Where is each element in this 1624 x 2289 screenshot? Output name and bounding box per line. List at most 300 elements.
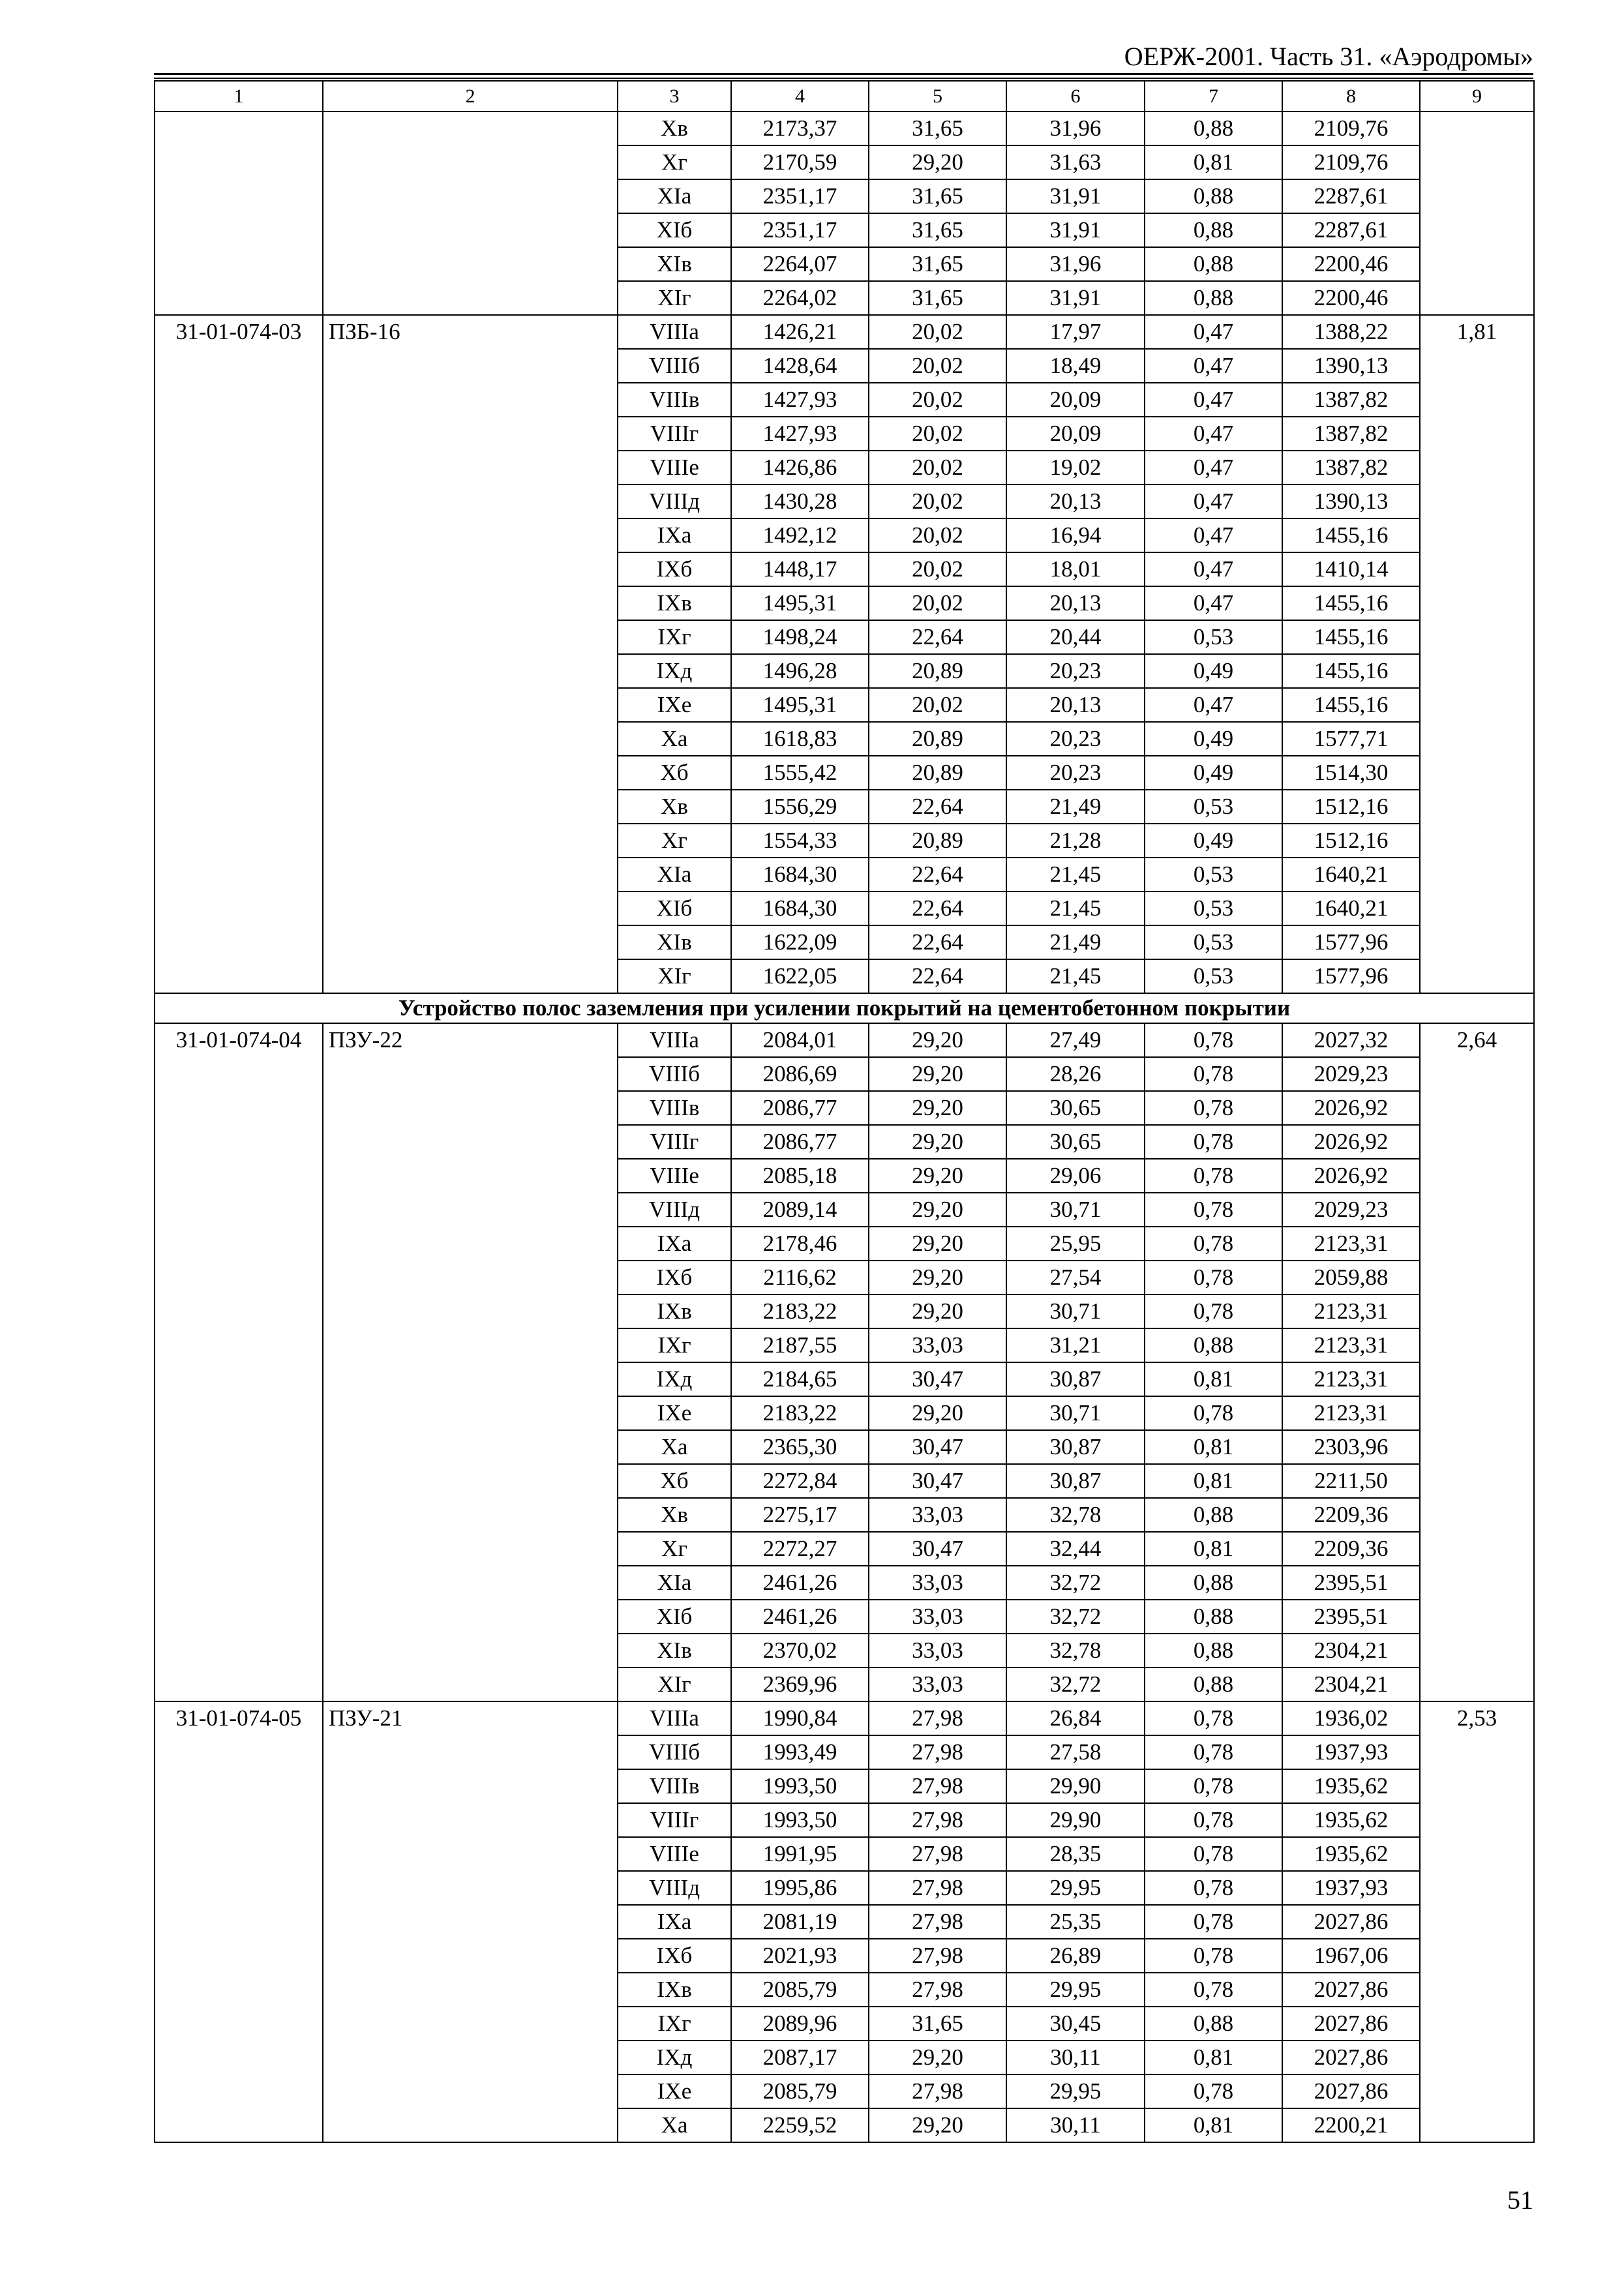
materials-cell: 2026,92 [1282, 1159, 1420, 1193]
machinist-wage-cell: 0,78 [1145, 1905, 1282, 1939]
wage-cell: 31,65 [869, 247, 1006, 281]
total-cost-cell: 2264,02 [731, 281, 869, 315]
region-cell: VIIIг [618, 1125, 731, 1159]
wage-cell: 29,20 [869, 1057, 1006, 1091]
machinist-wage-cell: 0,47 [1145, 383, 1282, 417]
region-cell: XIв [618, 247, 731, 281]
machine-cost-cell: 30,87 [1006, 1362, 1145, 1396]
machinist-wage-cell: 0,53 [1145, 891, 1282, 925]
materials-cell: 2304,21 [1282, 1634, 1420, 1668]
machinist-wage-cell: 0,88 [1145, 1668, 1282, 1701]
wage-cell: 22,64 [869, 858, 1006, 891]
total-cost-cell: 1622,05 [731, 959, 869, 993]
region-cell: Хв [618, 1498, 731, 1532]
column-number-cell: 8 [1282, 81, 1420, 112]
machinist-wage-cell: 0,47 [1145, 451, 1282, 485]
table-row [155, 112, 1534, 145]
machine-cost-cell: 20,13 [1006, 485, 1145, 518]
machinist-wage-cell: 0,47 [1145, 518, 1282, 552]
machinist-wage-cell: 0,78 [1145, 1735, 1282, 1769]
total-cost-cell: 2021,93 [731, 1939, 869, 1973]
materials-cell: 1387,82 [1282, 451, 1420, 485]
machinist-wage-cell: 0,81 [1145, 145, 1282, 179]
running-header: ОЕРЖ-2001. Часть 31. «Аэродромы» [1124, 42, 1533, 71]
materials-cell: 2123,31 [1282, 1294, 1420, 1328]
total-cost-cell: 1990,84 [731, 1701, 869, 1735]
region-cell: VIIIв [618, 1769, 731, 1803]
machine-cost-cell: 29,95 [1006, 1871, 1145, 1905]
region-cell: IXб [618, 1939, 731, 1973]
total-cost-cell: 2084,01 [731, 1023, 869, 1057]
materials-cell: 2209,36 [1282, 1532, 1420, 1566]
region-cell: IXд [618, 1362, 731, 1396]
materials-cell: 1455,16 [1282, 586, 1420, 620]
machine-cost-cell: 30,71 [1006, 1294, 1145, 1328]
total-cost-cell: 2089,14 [731, 1193, 869, 1227]
materials-cell: 1935,62 [1282, 1837, 1420, 1871]
wage-cell: 30,47 [869, 1464, 1006, 1498]
machine-cost-cell: 30,71 [1006, 1396, 1145, 1430]
wage-cell: 27,98 [869, 1837, 1006, 1871]
total-cost-cell: 1430,28 [731, 485, 869, 518]
col9-value: 2,64 [1420, 1023, 1534, 1701]
materials-cell: 2027,86 [1282, 1905, 1420, 1939]
materials-cell: 1512,16 [1282, 824, 1420, 858]
region-cell: Хв [618, 112, 731, 145]
region-cell: Хг [618, 145, 731, 179]
materials-cell: 1514,30 [1282, 756, 1420, 790]
region-cell: Хб [618, 1464, 731, 1498]
total-cost-cell: 2183,22 [731, 1396, 869, 1430]
total-cost-cell: 1448,17 [731, 552, 869, 586]
machinist-wage-cell: 0,49 [1145, 654, 1282, 688]
machinist-wage-cell: 0,78 [1145, 1939, 1282, 1973]
total-cost-cell: 1991,95 [731, 1837, 869, 1871]
wage-cell: 20,02 [869, 383, 1006, 417]
region-cell: IXб [618, 1261, 731, 1294]
machinist-wage-cell: 0,53 [1145, 620, 1282, 654]
machinist-wage-cell: 0,78 [1145, 1837, 1282, 1871]
region-cell: VIIIб [618, 349, 731, 383]
wage-cell: 33,03 [869, 1668, 1006, 1701]
materials-cell: 2027,86 [1282, 2041, 1420, 2074]
total-cost-cell: 2351,17 [731, 213, 869, 247]
total-cost-cell: 2184,65 [731, 1362, 869, 1396]
wage-cell: 29,20 [869, 1091, 1006, 1125]
wage-cell: 22,64 [869, 891, 1006, 925]
header-rule [154, 78, 1533, 79]
machine-cost-cell: 20,23 [1006, 722, 1145, 756]
wage-cell: 22,64 [869, 959, 1006, 993]
wage-cell: 30,47 [869, 1430, 1006, 1464]
materials-cell: 2211,50 [1282, 1464, 1420, 1498]
rate-code: 31-01-074-05 [155, 1701, 323, 2142]
machine-cost-cell: 26,89 [1006, 1939, 1145, 1973]
region-cell: VIIIв [618, 383, 731, 417]
region-cell: IXа [618, 1905, 731, 1939]
materials-cell: 1935,62 [1282, 1769, 1420, 1803]
materials-cell: 1455,16 [1282, 688, 1420, 722]
wage-cell: 29,20 [869, 145, 1006, 179]
machinist-wage-cell: 0,47 [1145, 688, 1282, 722]
rates-table [154, 80, 1535, 2143]
materials-cell: 1387,82 [1282, 417, 1420, 451]
wage-cell: 29,20 [869, 2041, 1006, 2074]
wage-cell: 27,98 [869, 1973, 1006, 2007]
column-number-cell: 1 [155, 81, 323, 112]
machinist-wage-cell: 0,53 [1145, 790, 1282, 824]
rate-name: ПЗУ-21 [323, 1701, 618, 2142]
machine-cost-cell: 20,13 [1006, 586, 1145, 620]
region-cell: IXг [618, 1328, 731, 1362]
region-cell: IXв [618, 1294, 731, 1328]
machinist-wage-cell: 0,78 [1145, 1701, 1282, 1735]
region-cell: VIIIб [618, 1057, 731, 1091]
machinist-wage-cell: 0,78 [1145, 1057, 1282, 1091]
region-cell: IXе [618, 1396, 731, 1430]
wage-cell: 33,03 [869, 1600, 1006, 1634]
machine-cost-cell: 31,21 [1006, 1328, 1145, 1362]
column-number-cell: 9 [1420, 81, 1534, 112]
machine-cost-cell: 30,65 [1006, 1091, 1145, 1125]
region-cell: XIв [618, 1634, 731, 1668]
region-cell: Хг [618, 824, 731, 858]
total-cost-cell: 1684,30 [731, 891, 869, 925]
wage-cell: 20,02 [869, 417, 1006, 451]
materials-cell: 2109,76 [1282, 145, 1420, 179]
wage-cell: 29,20 [869, 1294, 1006, 1328]
wage-cell: 29,20 [869, 2108, 1006, 2142]
machine-cost-cell: 17,97 [1006, 315, 1145, 349]
wage-cell: 20,02 [869, 518, 1006, 552]
machine-cost-cell: 29,06 [1006, 1159, 1145, 1193]
region-cell: Ха [618, 2108, 731, 2142]
machinist-wage-cell: 0,88 [1145, 1328, 1282, 1362]
machine-cost-cell: 19,02 [1006, 451, 1145, 485]
total-cost-cell: 2351,17 [731, 179, 869, 213]
wage-cell: 27,98 [869, 1735, 1006, 1769]
wage-cell: 30,47 [869, 1532, 1006, 1566]
region-cell: VIIIе [618, 1159, 731, 1193]
machine-cost-cell: 21,49 [1006, 790, 1145, 824]
wage-cell: 20,89 [869, 756, 1006, 790]
total-cost-cell: 1618,83 [731, 722, 869, 756]
total-cost-cell: 2275,17 [731, 1498, 869, 1532]
machinist-wage-cell: 0,88 [1145, 1634, 1282, 1668]
region-cell: VIIIд [618, 485, 731, 518]
machinist-wage-cell: 0,88 [1145, 1600, 1282, 1634]
description-cell [323, 112, 618, 315]
wage-cell: 20,89 [869, 722, 1006, 756]
machinist-wage-cell: 0,78 [1145, 2074, 1282, 2108]
machinist-wage-cell: 0,78 [1145, 1261, 1282, 1294]
total-cost-cell: 2086,77 [731, 1125, 869, 1159]
machinist-wage-cell: 0,81 [1145, 2108, 1282, 2142]
region-cell: XIб [618, 1600, 731, 1634]
materials-cell: 2209,36 [1282, 1498, 1420, 1532]
machine-cost-cell: 31,91 [1006, 281, 1145, 315]
region-cell: XIа [618, 1566, 731, 1600]
machine-cost-cell: 32,78 [1006, 1498, 1145, 1532]
materials-cell: 1455,16 [1282, 518, 1420, 552]
total-cost-cell: 1555,42 [731, 756, 869, 790]
total-cost-cell: 2272,84 [731, 1464, 869, 1498]
machine-cost-cell: 26,84 [1006, 1701, 1145, 1735]
materials-cell: 2027,86 [1282, 1973, 1420, 2007]
machine-cost-cell: 21,45 [1006, 959, 1145, 993]
materials-cell: 1410,14 [1282, 552, 1420, 586]
total-cost-cell: 1492,12 [731, 518, 869, 552]
section-heading: Устройство полос заземления при усилении покрытий на цементобетонном покрытии [155, 993, 1534, 1023]
materials-cell: 2026,92 [1282, 1091, 1420, 1125]
machine-cost-cell: 21,45 [1006, 858, 1145, 891]
machinist-wage-cell: 0,78 [1145, 1227, 1282, 1261]
region-cell: VIIIв [618, 1091, 731, 1125]
total-cost-cell: 2087,17 [731, 2041, 869, 2074]
wage-cell: 29,20 [869, 1159, 1006, 1193]
total-cost-cell: 1995,86 [731, 1871, 869, 1905]
machine-cost-cell: 31,63 [1006, 145, 1145, 179]
machine-cost-cell: 20,09 [1006, 383, 1145, 417]
section-heading-row [155, 993, 1534, 1023]
total-cost-cell: 2264,07 [731, 247, 869, 281]
machinist-wage-cell: 0,88 [1145, 1566, 1282, 1600]
region-cell: VIIIа [618, 1023, 731, 1057]
machinist-wage-cell: 0,78 [1145, 1871, 1282, 1905]
region-cell: VIIIг [618, 1803, 731, 1837]
machine-cost-cell: 18,01 [1006, 552, 1145, 586]
region-cell: XIв [618, 925, 731, 959]
total-cost-cell: 2369,96 [731, 1668, 869, 1701]
materials-cell: 2026,92 [1282, 1125, 1420, 1159]
total-cost-cell: 2461,26 [731, 1566, 869, 1600]
machine-cost-cell: 30,87 [1006, 1464, 1145, 1498]
column-number-cell: 2 [323, 81, 618, 112]
materials-cell: 2304,21 [1282, 1668, 1420, 1701]
machine-cost-cell: 29,90 [1006, 1803, 1145, 1837]
col9-cell [1420, 112, 1534, 315]
machine-cost-cell: 20,23 [1006, 654, 1145, 688]
machinist-wage-cell: 0,88 [1145, 1498, 1282, 1532]
machinist-wage-cell: 0,78 [1145, 1193, 1282, 1227]
machine-cost-cell: 20,09 [1006, 417, 1145, 451]
wage-cell: 33,03 [869, 1498, 1006, 1532]
wage-cell: 30,47 [869, 1362, 1006, 1396]
materials-cell: 1967,06 [1282, 1939, 1420, 1973]
wage-cell: 29,20 [869, 1125, 1006, 1159]
wage-cell: 20,02 [869, 485, 1006, 518]
machinist-wage-cell: 0,78 [1145, 1125, 1282, 1159]
materials-cell: 2027,32 [1282, 1023, 1420, 1057]
rate-name: ПЗБ-16 [323, 315, 618, 993]
total-cost-cell: 2089,96 [731, 2007, 869, 2041]
machinist-wage-cell: 0,81 [1145, 1464, 1282, 1498]
total-cost-cell: 2259,52 [731, 2108, 869, 2142]
region-cell: VIIIб [618, 1735, 731, 1769]
materials-cell: 1936,02 [1282, 1701, 1420, 1735]
materials-cell: 1390,13 [1282, 485, 1420, 518]
materials-cell: 2123,31 [1282, 1396, 1420, 1430]
region-cell: XIб [618, 891, 731, 925]
wage-cell: 29,20 [869, 1396, 1006, 1430]
machine-cost-cell: 25,35 [1006, 1905, 1145, 1939]
machinist-wage-cell: 0,49 [1145, 756, 1282, 790]
total-cost-cell: 2086,69 [731, 1057, 869, 1091]
wage-cell: 22,64 [869, 925, 1006, 959]
machine-cost-cell: 20,44 [1006, 620, 1145, 654]
region-cell: XIг [618, 1668, 731, 1701]
wage-cell: 29,20 [869, 1261, 1006, 1294]
wage-cell: 20,02 [869, 451, 1006, 485]
col9-value: 1,81 [1420, 315, 1534, 993]
machine-cost-cell: 21,28 [1006, 824, 1145, 858]
total-cost-cell: 1496,28 [731, 654, 869, 688]
materials-cell: 2123,31 [1282, 1328, 1420, 1362]
table-row [155, 1701, 1534, 1735]
wage-cell: 29,20 [869, 1023, 1006, 1057]
region-cell: IXд [618, 654, 731, 688]
wage-cell: 20,02 [869, 552, 1006, 586]
machine-cost-cell: 31,91 [1006, 213, 1145, 247]
machinist-wage-cell: 0,49 [1145, 824, 1282, 858]
machine-cost-cell: 31,96 [1006, 112, 1145, 145]
materials-cell: 2395,51 [1282, 1566, 1420, 1600]
region-cell: XIг [618, 281, 731, 315]
materials-cell: 1935,62 [1282, 1803, 1420, 1837]
region-cell: IXе [618, 688, 731, 722]
wage-cell: 33,03 [869, 1328, 1006, 1362]
rate-code: 31-01-074-04 [155, 1023, 323, 1701]
machine-cost-cell: 30,11 [1006, 2108, 1145, 2142]
column-number-cell: 3 [618, 81, 731, 112]
region-cell: VIIIе [618, 1837, 731, 1871]
total-cost-cell: 1556,29 [731, 790, 869, 824]
total-cost-cell: 1426,86 [731, 451, 869, 485]
region-cell: IXв [618, 586, 731, 620]
region-cell: VIIIа [618, 315, 731, 349]
total-cost-cell: 2170,59 [731, 145, 869, 179]
region-cell: VIIIе [618, 451, 731, 485]
total-cost-cell: 2178,46 [731, 1227, 869, 1261]
materials-cell: 2029,23 [1282, 1057, 1420, 1091]
machinist-wage-cell: 0,81 [1145, 1532, 1282, 1566]
machine-cost-cell: 31,96 [1006, 247, 1145, 281]
total-cost-cell: 2116,62 [731, 1261, 869, 1294]
machine-cost-cell: 30,71 [1006, 1193, 1145, 1227]
machine-cost-cell: 28,26 [1006, 1057, 1145, 1091]
column-number-cell: 4 [731, 81, 869, 112]
materials-cell: 2027,86 [1282, 2007, 1420, 2041]
region-cell: XIа [618, 858, 731, 891]
region-cell: IXг [618, 2007, 731, 2041]
machinist-wage-cell: 0,88 [1145, 213, 1282, 247]
machinist-wage-cell: 0,78 [1145, 1973, 1282, 2007]
wage-cell: 20,89 [869, 824, 1006, 858]
machine-cost-cell: 32,44 [1006, 1532, 1145, 1566]
page-number: 51 [1507, 2185, 1533, 2215]
wage-cell: 31,65 [869, 112, 1006, 145]
machine-cost-cell: 29,95 [1006, 1973, 1145, 2007]
total-cost-cell: 1427,93 [731, 383, 869, 417]
machine-cost-cell: 32,72 [1006, 1600, 1145, 1634]
wage-cell: 27,98 [869, 1701, 1006, 1735]
machine-cost-cell: 29,95 [1006, 2074, 1145, 2108]
total-cost-cell: 2272,27 [731, 1532, 869, 1566]
machine-cost-cell: 21,49 [1006, 925, 1145, 959]
total-cost-cell: 1993,50 [731, 1803, 869, 1837]
total-cost-cell: 2085,79 [731, 1973, 869, 2007]
materials-cell: 1937,93 [1282, 1871, 1420, 1905]
wage-cell: 20,02 [869, 315, 1006, 349]
region-cell: Ха [618, 722, 731, 756]
machinist-wage-cell: 0,78 [1145, 1803, 1282, 1837]
machinist-wage-cell: 0,78 [1145, 1294, 1282, 1328]
materials-cell: 1388,22 [1282, 315, 1420, 349]
wage-cell: 20,02 [869, 349, 1006, 383]
wage-cell: 22,64 [869, 620, 1006, 654]
wage-cell: 27,98 [869, 2074, 1006, 2108]
machinist-wage-cell: 0,53 [1145, 925, 1282, 959]
machine-cost-cell: 30,45 [1006, 2007, 1145, 2041]
region-cell: XIа [618, 179, 731, 213]
wage-cell: 31,65 [869, 213, 1006, 247]
total-cost-cell: 2173,37 [731, 112, 869, 145]
column-number-cell: 7 [1145, 81, 1282, 112]
wage-cell: 20,02 [869, 688, 1006, 722]
materials-cell: 2200,46 [1282, 281, 1420, 315]
total-cost-cell: 1426,21 [731, 315, 869, 349]
machine-cost-cell: 32,78 [1006, 1634, 1145, 1668]
column-number-cell: 5 [869, 81, 1006, 112]
total-cost-cell: 1495,31 [731, 586, 869, 620]
region-cell: IXб [618, 552, 731, 586]
materials-cell: 2059,88 [1282, 1261, 1420, 1294]
total-cost-cell: 1428,64 [731, 349, 869, 383]
machine-cost-cell: 27,49 [1006, 1023, 1145, 1057]
region-cell: XIг [618, 959, 731, 993]
materials-cell: 2200,21 [1282, 2108, 1420, 2142]
wage-cell: 29,20 [869, 1193, 1006, 1227]
materials-cell: 2123,31 [1282, 1227, 1420, 1261]
wage-cell: 27,98 [869, 1871, 1006, 1905]
total-cost-cell: 1622,09 [731, 925, 869, 959]
rate-code: 31-01-074-03 [155, 315, 323, 993]
materials-cell: 1640,21 [1282, 858, 1420, 891]
machine-cost-cell: 21,45 [1006, 891, 1145, 925]
column-number-row [155, 81, 1534, 112]
machine-cost-cell: 27,54 [1006, 1261, 1145, 1294]
code-cell [155, 112, 323, 315]
machinist-wage-cell: 0,81 [1145, 2041, 1282, 2074]
region-cell: Хв [618, 790, 731, 824]
total-cost-cell: 1495,31 [731, 688, 869, 722]
column-number-cell: 6 [1006, 81, 1145, 112]
total-cost-cell: 1993,49 [731, 1735, 869, 1769]
machinist-wage-cell: 0,53 [1145, 959, 1282, 993]
machine-cost-cell: 30,65 [1006, 1125, 1145, 1159]
wage-cell: 20,89 [869, 654, 1006, 688]
machinist-wage-cell: 0,78 [1145, 1091, 1282, 1125]
materials-cell: 2109,76 [1282, 112, 1420, 145]
machinist-wage-cell: 0,81 [1145, 1362, 1282, 1396]
machinist-wage-cell: 0,53 [1145, 858, 1282, 891]
total-cost-cell: 2085,18 [731, 1159, 869, 1193]
materials-cell: 1937,93 [1282, 1735, 1420, 1769]
machine-cost-cell: 18,49 [1006, 349, 1145, 383]
region-cell: VIIIг [618, 417, 731, 451]
machinist-wage-cell: 0,47 [1145, 349, 1282, 383]
machinist-wage-cell: 0,47 [1145, 586, 1282, 620]
